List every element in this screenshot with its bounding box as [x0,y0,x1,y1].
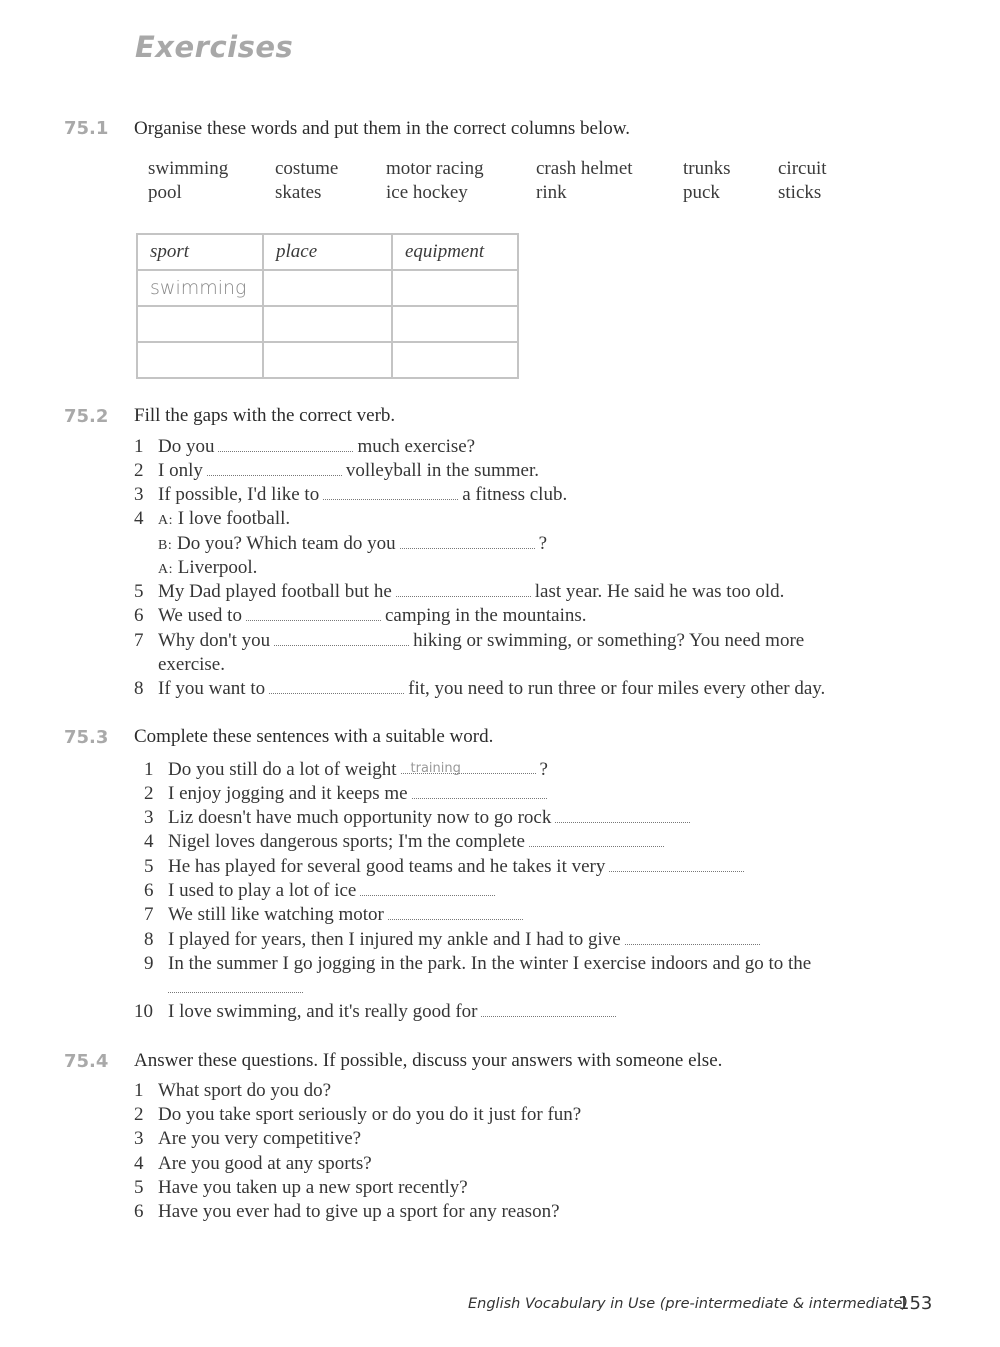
handwritten-answer: training [410,761,461,776]
answer-gap[interactable] [400,534,535,549]
exercise-number: 75.2 [64,406,109,427]
table-cell[interactable] [392,342,518,378]
word-item: sticks [778,182,822,203]
table-row [137,270,518,306]
speaker-label: A: [158,562,173,577]
answer-gap[interactable] [625,930,760,945]
answer-gap[interactable] [269,679,404,694]
exercise-number: 75.4 [64,1051,109,1072]
word-item: swimming [148,158,229,179]
answer-gap[interactable] [218,437,353,452]
list-item: 4 Are you good at any sports? [134,1153,372,1174]
answer-gap[interactable] [246,606,381,621]
word-item: trunks [683,158,731,179]
answer-gap[interactable] [401,759,536,774]
list-item: A: Liverpool. [158,557,258,578]
table-cell[interactable] [137,342,263,378]
answer-gap[interactable] [388,905,523,920]
page-number: 153 [898,1293,933,1314]
table-cell[interactable] [263,270,392,306]
answer-gap[interactable] [412,784,547,799]
exercise-number: 75.1 [64,118,109,139]
exercise-instruction: Answer these questions. If possible, discuss your answers with someone else. [134,1050,723,1071]
list-item: 6 We used to camping in the mountains. [134,605,587,626]
word-item: pool [148,182,182,203]
list-item: 3 Liz doesn't have much opportunity now to go rock [144,807,694,829]
list-item: 4 A: I love football. [134,508,291,529]
word-item: circuit [778,158,827,179]
answer-gap[interactable] [609,857,744,872]
answer-gap[interactable] [481,1002,616,1017]
list-item: 1 Do you still do a lot of weight training ? [144,759,548,780]
word-item: ice hockey [386,182,468,203]
list-item: 4 Nigel loves dangerous sports; I'm the complete [144,831,668,853]
word-item: rink [536,182,567,203]
speaker-label: A: [158,513,173,528]
list-item: 9 In the summer I go jogging in the park. In the winter I exercise indoors and go to the [144,953,812,974]
answer-gap[interactable] [274,631,409,646]
list-item: 3 If possible, I'd like to a fitness club. [134,484,568,505]
header-place: place [263,234,392,270]
list-item: 7 Why don't you hiking or swimming, or something? You need more [134,630,805,651]
table-row [137,342,518,378]
answer-gap[interactable] [207,461,342,476]
list-item: 10 I love swimming, and it's really good for [134,1001,620,1023]
header-sport: sport [137,234,263,270]
page-title: Exercises [135,30,294,64]
list-item: 5 My Dad played football but he last year. He said he was too old. [134,581,785,602]
exercise-instruction: Organise these words and put them in the correct columns below. [134,118,630,139]
list-item: 2 I only volleyball in the summer. [134,460,539,481]
list-item: 1 What sport do you do? [134,1080,332,1101]
book-title-footer: English Vocabulary in Use (pre-intermediate & intermediate) [468,1296,909,1312]
exercise-instruction: Complete these sentences with a suitable word. [134,726,494,747]
table-row [137,306,518,342]
sorting-table [136,233,519,379]
answer-gap[interactable] [168,978,303,993]
word-item: crash helmet [536,158,633,179]
table-header-row [137,234,518,270]
answer-gap[interactable] [396,582,531,597]
exercise-instruction: Fill the gaps with the correct verb. [134,405,396,426]
list-item: 6 I used to play a lot of ice [144,880,499,902]
list-item: 3 Are you very competitive? [134,1128,362,1149]
list-item: 8 I played for years, then I injured my ankle and I had to give [144,929,764,951]
list-item: 1 Do you much exercise? [134,436,476,457]
list-item-continuation [168,977,307,999]
table-cell[interactable] [392,306,518,342]
word-item: motor racing [386,158,484,179]
exercise-number: 75.3 [64,727,109,748]
word-item: puck [683,182,720,203]
answer-gap[interactable] [555,808,690,823]
list-item-continuation: exercise. [158,654,225,675]
table-cell[interactable] [263,306,392,342]
list-item: 6 Have you ever had to give up a sport for any reason? [134,1201,560,1222]
table-cell[interactable] [263,342,392,378]
table-cell[interactable]: swimming [137,270,263,306]
list-item: 2 Do you take sport seriously or do you do it just for fun? [134,1104,582,1125]
table-cell[interactable] [392,270,518,306]
word-item: skates [275,182,322,203]
list-item: 5 Have you taken up a new sport recently? [134,1177,468,1198]
list-item: 7 We still like watching motor [144,904,527,926]
header-equipment: equipment [392,234,518,270]
list-item: 8 If you want to fit, you need to run three or four miles every other day. [134,678,826,699]
word-item: costume [275,158,339,179]
list-item: B: Do you? Which team do you ? [158,533,548,554]
list-item: 5 He has played for several good teams and he takes it very [144,856,748,878]
answer-gap[interactable] [529,832,664,847]
answer-gap[interactable] [323,485,458,500]
list-item: 2 I enjoy jogging and it keeps me [144,783,551,805]
answer-gap[interactable] [360,881,495,896]
table-cell[interactable] [137,306,263,342]
speaker-label: B: [158,538,173,553]
